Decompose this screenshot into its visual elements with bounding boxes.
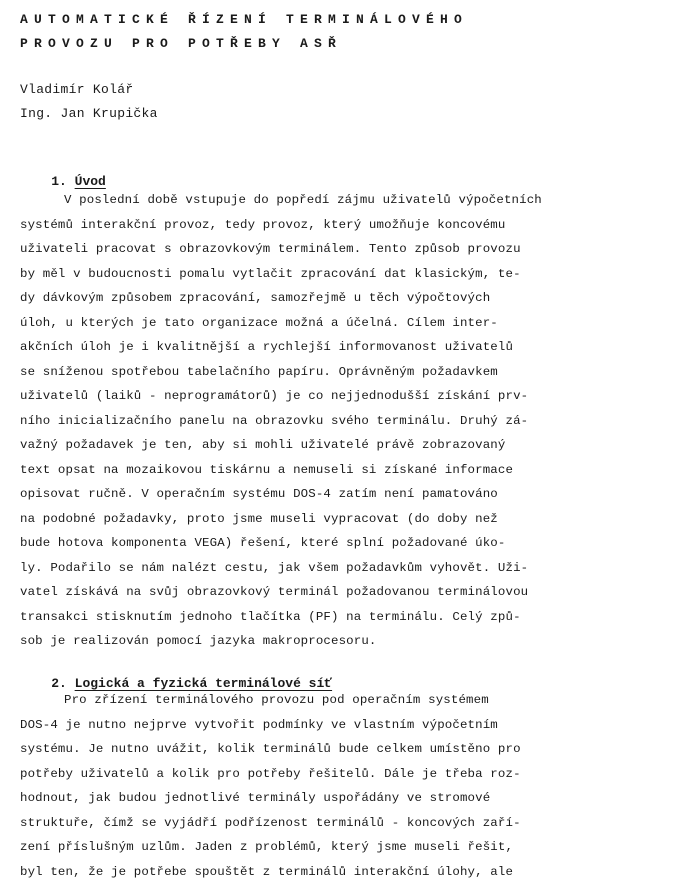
paragraph-line: zení příslušným uzlům. Jaden z problémů, který jsme museli řešit, [20,840,514,854]
paragraph-line: hodnout, jak budou jednotlivé terminály uspořádány ve stromové [20,791,491,805]
paragraph-line: úloh, u kterých je tato organizace možná a účelná. Cílem inter- [20,315,498,330]
paragraph-line: uživateli pracovat s obrazovkovým terminálem. Tento způsob provozu [20,242,521,256]
section-number: 2. [51,676,67,691]
paragraph-line: Pro zřízení terminálového provozu pod operačním systémem [64,693,489,707]
paragraph-line: akčních úloh je i kvalitnější a rychlejší informovanost uživatelů [20,340,514,354]
paragraph-line: transakci stisknutím jednoho tlačítka (PF) na terminálu. Celý způ- [20,609,521,624]
paragraph-line: vatel získává na svůj obrazovkový terminál požadovanou terminálovou [20,585,529,599]
paragraph-line: se sníženou spotřebou tabelačního papíru. Oprávněným požadavkem [20,364,498,379]
author-name: Ing. Jan Krupička [20,106,158,121]
paragraph-line: systémů interakční provoz, tedy provoz, který umožňuje koncovému [20,217,506,232]
paragraph-line: systému. Je nutno uvážit, kolik terminálů bude celkem umístěno pro [20,742,521,756]
paragraph-line: potřeby uživatelů a kolik pro potřeby řešitelů. Dále je třeba roz- [20,766,521,781]
paragraph-line: ního inicializačního panelu na obrazovku svého terminálu. Druhý zá- [20,413,529,428]
paragraph-line: sob je realizován pomocí jazyka makroprocesoru. [20,634,377,648]
paragraph-line: byl ten, že je potřebe spouštět z terminálů interakční úlohy, ale [20,864,514,879]
document-title-line-2: PROVOZU PRO POTŘEBY ASŘ [20,36,343,51]
document-title-line-1: AUTOMATICKÉ ŘÍZENÍ TERMINÁLOVÉHO [20,12,469,27]
paragraph-line: by měl v budoucnosti pomalu vytlačit zpracování dat klasickým, te- [20,266,521,281]
paragraph-line: bude hotova komponenta VEGA) řešení, které splní požadované úko- [20,536,506,550]
author-name: Vladimír Kolář [20,82,134,97]
section-title: Úvod [74,174,106,189]
paragraph-line: opisovat ručně. V operačním systému DOS-4 zatím není pamatováno [20,487,498,501]
paragraph-line: važný požadavek je ten, aby si mohli uživatelé právě zobrazovaný [20,438,506,452]
paragraph-line: text opsat na mozaikovou tiskárnu a nemuseli si získané informace [20,462,514,477]
paragraph-line: V poslední době vstupuje do popředí zájmu uživatelů výpočetních [64,193,542,207]
section-2-paragraph [20,688,670,884]
paragraph-line: struktuře, čímž se vyjádří podřízenost terminálů - koncových zaří- [20,815,521,830]
paragraph-line: dy dávkovým způsobem zpracování, samozřejmě u těch výpočtových [20,291,491,305]
paragraph-line: DOS-4 je nutno nejprve vytvořit podmínky ve vlastním výpočetním [20,717,498,732]
section-number: 1. [51,174,67,189]
paragraph-line: ly. Podařilo se nám nalézt cestu, jak všem požadavkům vyhovět. Uži- [20,560,529,575]
paragraph-line: uživatelů (laiků - neprogramátorů) je co nejjednodušší získání prv- [20,389,529,403]
paragraph-line: na podobné požadavky, proto jsme museli vypracovat (do doby než [20,511,498,526]
section-1-paragraph [20,188,670,654]
section-title: Logická a fyzická terminálové síť [74,676,333,691]
